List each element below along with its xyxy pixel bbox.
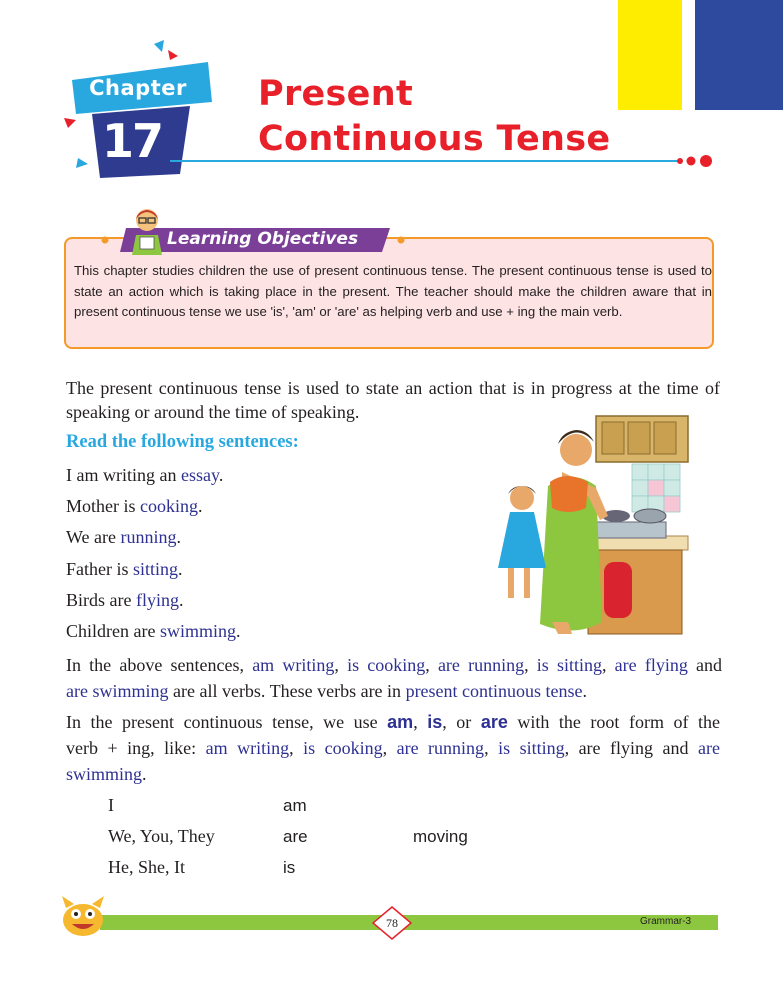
teacher-avatar-icon bbox=[128, 207, 166, 255]
rule-paragraph-line-1: In the present continuous tense, we use am, is, or are with the root form of the bbox=[66, 712, 721, 732]
title-line-2: Continuous Tense bbox=[258, 119, 611, 159]
table-subject-3: He, She, It bbox=[108, 857, 185, 877]
table-helper-3: is bbox=[283, 858, 296, 877]
table-helper-1: am bbox=[283, 796, 307, 815]
chapter-number: 17 bbox=[101, 114, 162, 168]
mascot-icon bbox=[58, 894, 108, 938]
book-title: Grammar-3 bbox=[640, 916, 692, 927]
sentence-4: Father is sitting. bbox=[66, 559, 183, 579]
read-heading: Read the following sentences: bbox=[66, 432, 299, 452]
intro-paragraph: The present continuous tense is used to state an action that is in progress at the time of speaking or around the time of speaking. bbox=[66, 378, 720, 422]
table-subject-2: We, You, They bbox=[108, 826, 215, 846]
table-subject-1: I bbox=[108, 795, 114, 815]
page-title bbox=[258, 72, 610, 162]
rule-paragraph bbox=[66, 710, 720, 786]
page-number: 78 bbox=[386, 916, 398, 930]
title-line-1: Present bbox=[258, 74, 413, 114]
banner-dot-left bbox=[100, 235, 110, 245]
chapter-label: Chapter bbox=[89, 76, 187, 100]
mother-cooking-illustration bbox=[492, 412, 694, 640]
verbs-paragraph-line-2: are swimming are all verbs. These verbs are in present continuous tense. bbox=[66, 681, 588, 701]
title-underline bbox=[170, 160, 680, 162]
sentence-2: Mother is cooking. bbox=[66, 496, 203, 516]
blue-corner-block bbox=[695, 0, 783, 110]
red-dots-decoration bbox=[676, 154, 720, 168]
table-helper-2: are bbox=[283, 827, 308, 846]
rule-paragraph-line-3: swimming. bbox=[66, 764, 147, 784]
verbs-paragraph-line-1: In the above sentences, am writing, is cooking, are running, is sitting, are flying and bbox=[66, 655, 723, 675]
sentence-6: Children are swimming. bbox=[66, 621, 241, 641]
banner-dot-right bbox=[396, 235, 406, 245]
objectives-heading: Learning Objectives bbox=[167, 229, 359, 249]
verbs-paragraph bbox=[66, 653, 722, 703]
sentence-3: We are running. bbox=[66, 527, 182, 547]
yellow-corner-block bbox=[618, 0, 682, 110]
objectives-text: This chapter studies children the use of present continuous tense. The present continuous tense is used to state an action which is taking place in the present. The teacher should make the children aware that in present continuous tense we use 'is', 'am' or 'are' as helping verb and use + ing the main verb. bbox=[74, 263, 712, 319]
sentence-1: I am writing an essay. bbox=[66, 465, 224, 485]
sentence-5: Birds are flying. bbox=[66, 590, 184, 610]
table-verb: moving bbox=[413, 827, 468, 846]
rule-paragraph-line-2: verb + ing, like: am writing, is cooking, are running, is sitting, are flying and are bbox=[66, 738, 720, 758]
